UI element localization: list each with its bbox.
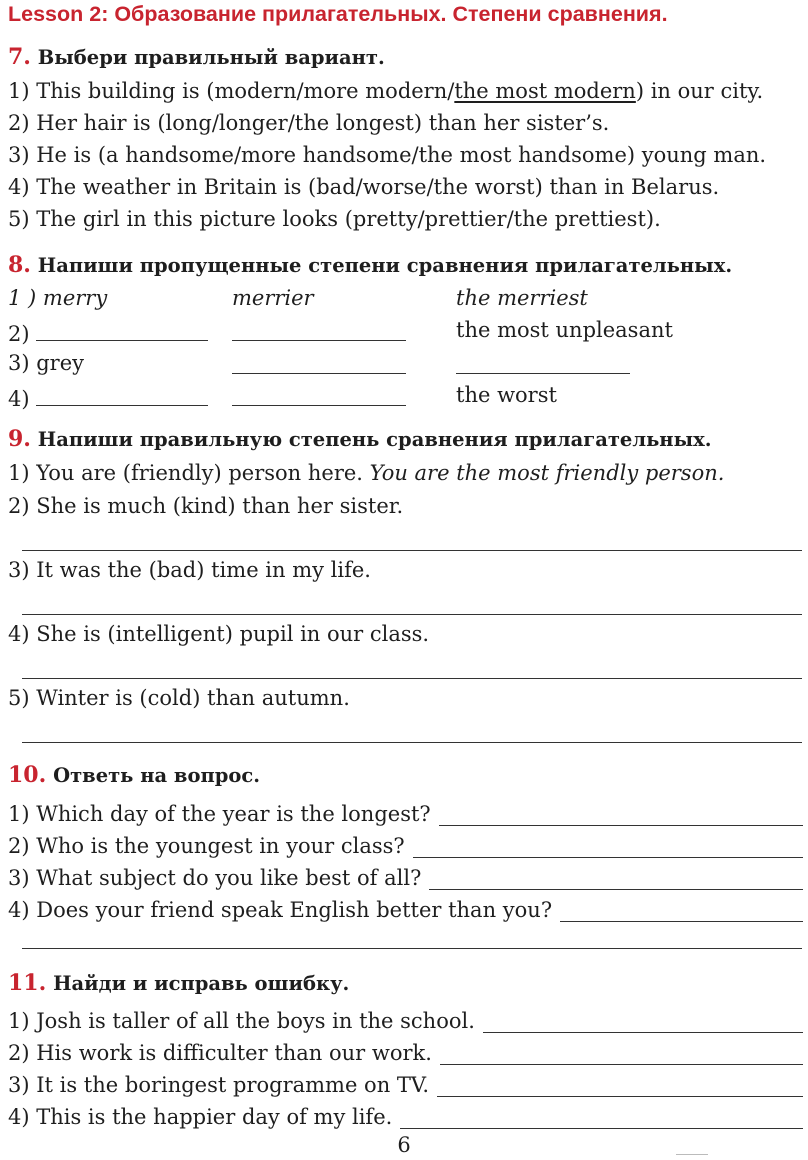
- exercise-9-number: 9.: [8, 426, 31, 452]
- page-number: 6: [397, 1133, 411, 1157]
- decorative-rule: [676, 1154, 708, 1155]
- correction-row: 4) This is the happier day of my life.: [8, 1099, 803, 1129]
- question-row: 4) Does your friend speak English better than you?: [8, 892, 803, 922]
- answer-line[interactable]: [22, 678, 802, 679]
- comparison-row: 3) grey: [8, 351, 803, 379]
- correction-row: 3) It is the boringest programme on TV.: [8, 1067, 803, 1097]
- answer-blank[interactable]: [232, 318, 406, 341]
- comparison-row: 1 ) merry merrier the merriest: [8, 286, 588, 310]
- question-row: 3) What subject do you like best of all?: [8, 860, 803, 890]
- underlined-answer: the most modern: [454, 79, 636, 103]
- exercise-9-instruction: Напиши правильную степень сравнения прилагательных.: [37, 428, 712, 451]
- exercise-9-item-2: 2) She is much (kind) than her sister.: [8, 494, 404, 518]
- exercise-9-item-5: 5) Winter is (cold) than autumn.: [8, 686, 350, 710]
- exercise-8-title: [8, 252, 732, 278]
- correction-row: 2) His work is difficulter than our work.: [8, 1035, 803, 1065]
- exercise-7-title: [8, 44, 385, 70]
- answer-line[interactable]: [22, 948, 802, 949]
- exercise-10-number: 10.: [8, 762, 47, 788]
- exercise-11-instruction: Найди и исправь ошибку.: [53, 972, 350, 995]
- exercise-10-title: [8, 762, 260, 788]
- exercise-9-item-3: 3) It was the (bad) time in my life.: [8, 558, 371, 582]
- answer-blank[interactable]: [560, 901, 803, 922]
- exercise-11-title: [8, 970, 349, 996]
- comparison-row: 2) the most unpleasant: [8, 318, 673, 346]
- answer-blank[interactable]: [400, 1108, 803, 1129]
- answer-line[interactable]: [22, 550, 802, 551]
- answer-blank[interactable]: [437, 1076, 803, 1097]
- question-row: 2) Who is the youngest in your class?: [8, 828, 803, 858]
- answer-blank[interactable]: [440, 1044, 803, 1065]
- exercise-10-instruction: Ответь на вопрос.: [53, 764, 261, 787]
- exercise-11-number: 11.: [8, 970, 47, 996]
- exercise-7-instruction: Выбери правильный вариант.: [37, 46, 385, 69]
- answer-line[interactable]: [22, 742, 802, 743]
- answer-blank[interactable]: [36, 318, 208, 341]
- answer-blank[interactable]: [232, 351, 406, 374]
- exercise-9-item-4: 4) She is (intelligent) pupil in our class.: [8, 622, 430, 646]
- exercise-8-instruction: Напиши пропущенные степени сравнения прилагательных.: [37, 254, 733, 277]
- exercise-7-item-3: 3) He is (a handsome/more handsome/the most handsome) young man.: [8, 143, 767, 167]
- answer-blank[interactable]: [429, 869, 803, 890]
- answer-blank[interactable]: [232, 383, 406, 406]
- exercise-9-example: 1) You are (friendly) person here. You are the most friendly person.: [8, 461, 725, 485]
- answer-blank[interactable]: [413, 837, 803, 858]
- correction-row: 1) Josh is taller of all the boys in the school.: [8, 1003, 803, 1033]
- answer-blank[interactable]: [439, 805, 803, 826]
- exercise-7-item-2: 2) Her hair is (long/longer/the longest) than her sister’s.: [8, 111, 610, 135]
- exercise-8-number: 8.: [8, 252, 31, 278]
- answer-blank[interactable]: [483, 1012, 803, 1033]
- exercise-9-title: [8, 426, 712, 452]
- exercise-7-item-4: 4) The weather in Britain is (bad/worse/the worst) than in Belarus.: [8, 175, 720, 199]
- answer-blank[interactable]: [36, 383, 208, 406]
- answer-line[interactable]: [22, 614, 802, 615]
- question-row: 1) Which day of the year is the longest?: [8, 796, 803, 826]
- example-answer: You are the most friendly person.: [369, 461, 725, 485]
- exercise-7-item-1: 1) This building is (modern/more modern/the most modern) in our city.: [8, 79, 764, 103]
- answer-blank[interactable]: [456, 351, 630, 374]
- lesson-header: Lesson 2: Образование прилагательных. Степени сравнения.: [8, 2, 668, 26]
- exercise-7-item-5: 5) The girl in this picture looks (pretty/prettier/the prettiest).: [8, 207, 661, 231]
- exercise-7-number: 7.: [8, 44, 31, 70]
- comparison-row: 4) the worst: [8, 383, 557, 411]
